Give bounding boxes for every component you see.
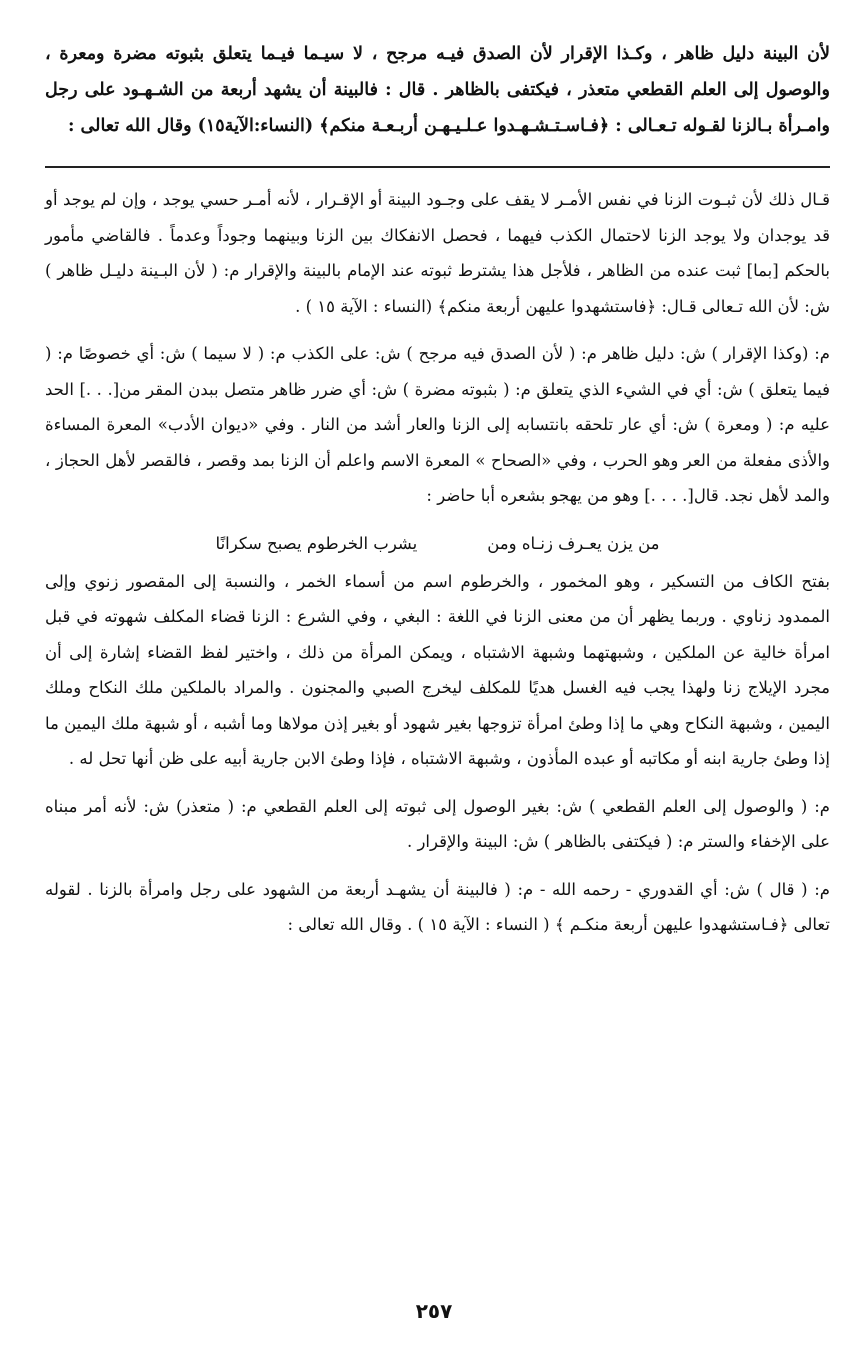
verse-first-hemistich: من يزن يعـرف زنـاه ومن [487, 533, 660, 553]
page-body [45, 36, 830, 955]
page-number: ٢٥٧ [415, 1299, 453, 1323]
verse-second-hemistich: يشرب الخرطوم يصبح سكرانًا [215, 533, 418, 553]
commentary-paragraph: بفتح الكاف من التسكير ، وهو المخمور ، والخرطوم اسم من أسماء الخمر ، والنسبة إلى المقصور زنوي وإلى الممدود زناوي . وربما يظهر أن من معنى الزنا في اللغة : البغي ، وفي الشرع : الزنا قضاء المكلف شهوته في قبل امرأة خالية عن الملكين ، وشبهتهما وشبهة الاشتباه ، ويمكن المرأة من ذلك ، واختير لفظ القضاء إشارة إلى أن مجرد الإيلاج زنا ولهذا يجب فيه الغسل هديًا للمكلف ليخرج الصبي والمجنون . والمراد بالملكين ملك النكاح وملك اليمين ، وشبهة النكاح وهي ما إذا وطئ امرأة تزوجها بغير شهود أو بغير إذن مولاها وما أشبه ، أو شبهة ملك اليمين ما إذا وطئ جارية ابنه أو مكاتبه أو عبده المأذون ، وشبهة الاشتباه ، فإذا وطئ الابن جارية أبيه على ظن أنها تحل له . [45, 571, 830, 768]
main-text: لأن البينة دليل ظاهر ، وكـذا الإقرار لأن الصدق فيـه مرجح ، لا سيـما فيـما يتعلق بثبوته مضرة ومعرة ، والوصول إلى العلم القطعي متعذر ، فيكتفى بالظاهر . قال : فالبينة أن يشهد أربعة من الشـهـود على رجل وامـرأة بـالزنا لقـوله تـعـالى : ﴿فـاسـتـشـهـدوا عـلـيـهـن أربـعـة منكم﴾ (النساء:الآية١٥) وقال الله تعالى : [45, 44, 830, 136]
separator-line [45, 166, 830, 168]
commentary-paragraph: م: ( والوصول إلى العلم القطعي ) ش: بغير الوصول إلى ثبوته إلى العلم القطعي م: ( متعذر) ش: لأنه أمر مبناه على الإخفاء والستر م: ( فيكتفى بالظاهر ) ش: البينة والإقرار . [45, 796, 830, 851]
commentary-paragraph: م: (وكذا الإقرار ) ش: دليل ظاهر م: ( لأن الصدق فيه مرجح ) ش: على الكذب م: ( لا سيما ) ش: أي خصوصًا م: ( فيما يتعلق ) ش: أي في الشيء الذي يتعلق م: ( بثبوته مضرة ) ش: أي ضرر ظاهر متصل ببدن المقر من[. . .] الحد عليه م: ( ومعرة ) ش: أي عار تلحقه بانتسابه إلى الزنا والعار أشد من النار . وفي «ديوان الأدب» المعرة المساءة والأذى مفعلة من العر وهو الحرب ، وفي «الصحاح » المعرة الاسم واعلم أن الزنا بمد وقصر ، فالقصر لأهل الحجاز ، والمد لأهل نجد. قال[. . . .] وهو من يهجو بشعره أبا حاضر : [45, 344, 830, 505]
poetry-verse [45, 526, 830, 562]
commentary-paragraph: قـال ذلك لأن ثبـوت الزنا في نفس الأمـر لا يقف على وجـود البينة أو الإقـرار ، لأنه أمـر حسي يوجد ، وإن لم يوجد أو قد يوجدان ولا يوجد الزنا لاحتمال الكذب فيهما ، فحصل الانفكاك بين الزنا وبينهما وجوداً وعدماً . فالقاضي مأمور بالحكم [بما] ثبت عنده من الظاهر ، فلأجل هذا يشترط ثبوته عند الإمام بالبينة والإقرار م: ( لأن البـينة دليـل ظاهر ) ش: لأن الله تـعالى قـال: ﴿فاستشهدوا عليهن أربعة منكم﴾ (النساء : الآية ١٥ ) . [45, 190, 830, 316]
commentary-paragraph: م: ( قال ) ش: أي القدوري - رحمه الله - م: ( فالبينة أن يشهـد أربعة من الشهود على رجل وامرأة بالزنا . لقوله تعالى ﴿فـاستشهدوا عليهن أربعة منكـم ﴾ ( النساء : الآية ١٥ ) . وقال الله تعالى : [45, 879, 830, 934]
